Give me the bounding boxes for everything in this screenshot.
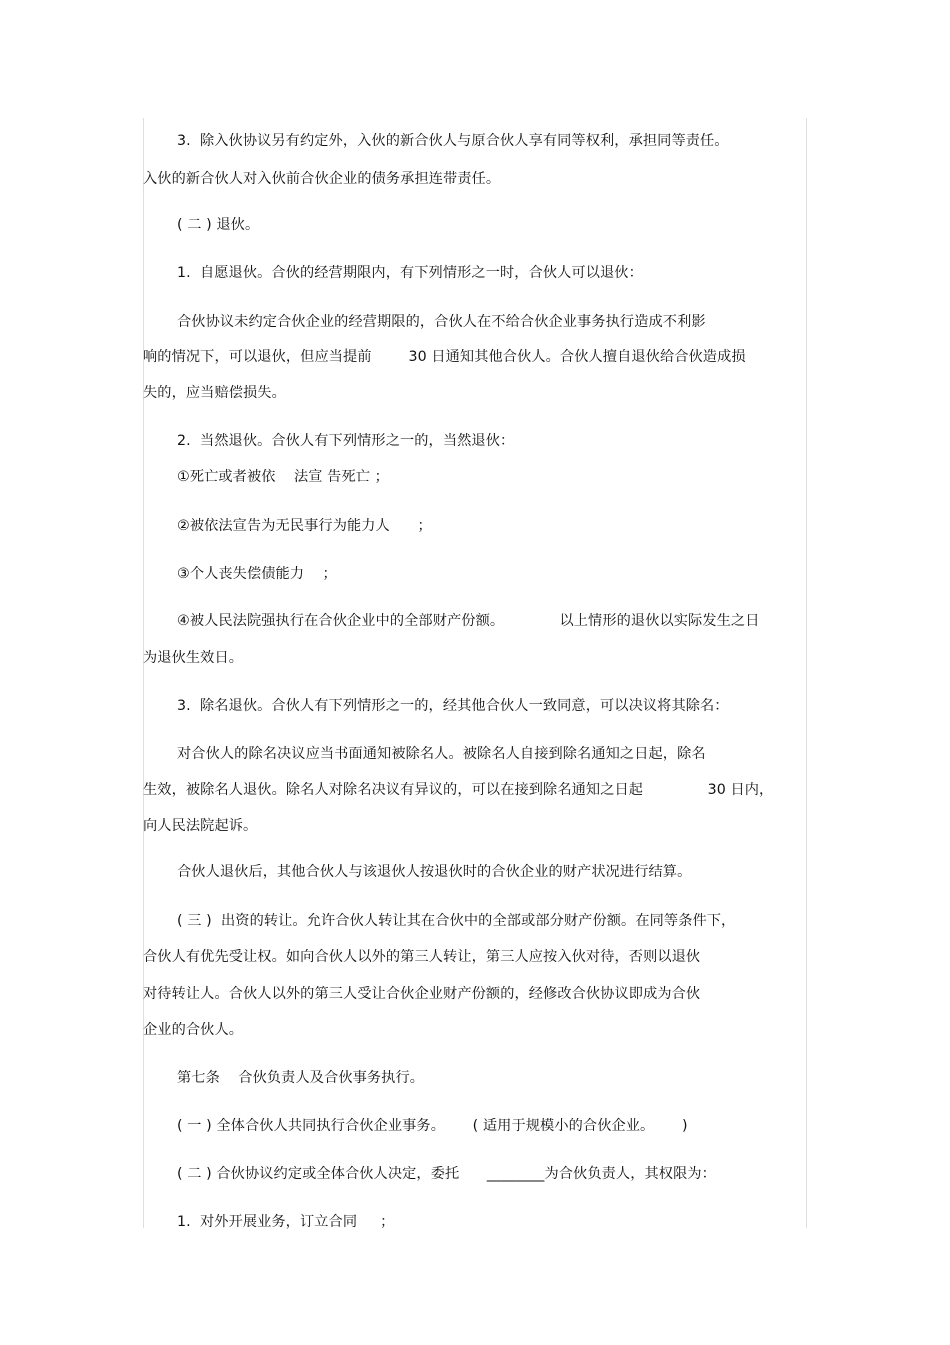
- paragraph-line: 对合伙人的除名决议应当书面通知被除名人。被除名人自接到除名通知之日起，除名: [177, 746, 706, 762]
- paragraph-line: 响的情况下，可以退伙，但应当提前 30 日通知其他合伙人。合伙人擅自退伙给合伙造成损: [143, 349, 746, 365]
- paragraph-line: 入伙的新合伙人对入伙前合伙企业的债务承担连带责任。: [143, 171, 501, 187]
- list-item: ①死亡或者被依 法宣 告死亡 ；: [177, 469, 389, 485]
- paragraph-line: 生效，被除名人退伙。除名人对除名决议有异议的，可以在接到除名通知之日起 30 日内，: [143, 782, 774, 798]
- section-heading: ( 二 ) 退伙。: [177, 217, 260, 233]
- paragraph-line: 2. 当然退伙。合伙人有下列情形之一的，当然退伙：: [177, 433, 515, 449]
- paragraph-line: 1. 自愿退伙。合伙的经营期限内，有下列情形之一时，合伙人可以退伙：: [177, 265, 643, 281]
- paragraph-line: 失的，应当赔偿损失。: [143, 385, 286, 401]
- paragraph-line: 合伙人退伙后，其他合伙人与该退伙人按退伙时的合伙企业的财产状况进行结算。: [177, 864, 692, 880]
- paragraph-line: 合伙人有优先受让权。如向合伙人以外的第三人转让，第三人应按入伙对待，否则以退伙: [143, 949, 701, 965]
- list-item: ③个人丧失偿债能力 ；: [177, 566, 337, 582]
- paragraph-line: 1. 对外开展业务，订立合同 ；: [177, 1214, 395, 1230]
- right-margin-rule: [806, 118, 807, 1228]
- paragraph-line: ( 二 ) 合伙协议约定或全体合伙人决定，委托 ________为合伙负责人，其权限为：: [177, 1166, 716, 1182]
- paragraph-line: ( 一 ) 全体合伙人共同执行合伙企业事务。 ( 适用于规模小的合伙企业。 ): [177, 1118, 688, 1134]
- paragraph-line: 向人民法院起诉。: [143, 818, 258, 834]
- paragraph-line: 为退伙生效日。: [143, 650, 244, 666]
- paragraph-line: 3. 除名退伙。合伙人有下列情形之一的，经其他合伙人一致同意，可以决议将其除名：: [177, 698, 729, 714]
- paragraph-line: 对待转让人。合伙人以外的第三人受让合伙企业财产份额的，经修改合伙协议即成为合伙: [143, 986, 701, 1002]
- list-item: ②被依法宣告为无民事行为能力人 ；: [177, 518, 432, 534]
- list-item: ④被人民法院强执行在合伙企业中的全部财产份额。 以上情形的退伙以实际发生之日: [177, 613, 760, 629]
- article-heading: 第七条 合伙负责人及合伙事务执行。: [177, 1070, 425, 1086]
- paragraph-line: 3. 除入伙协议另有约定外，入伙的新合伙人与原合伙人享有同等权利，承担同等责任。: [177, 133, 729, 149]
- paragraph-line: 合伙协议未约定合伙企业的经营期限的，合伙人在不给合伙企业事务执行造成不利影: [177, 314, 706, 330]
- paragraph-line: ( 三 ) 出资的转让。允许合伙人转让其在合伙中的全部或部分财产份额。在同等条件下，: [177, 913, 736, 929]
- left-margin-rule: [143, 118, 144, 1228]
- paragraph-line: 企业的合伙人。: [143, 1022, 244, 1038]
